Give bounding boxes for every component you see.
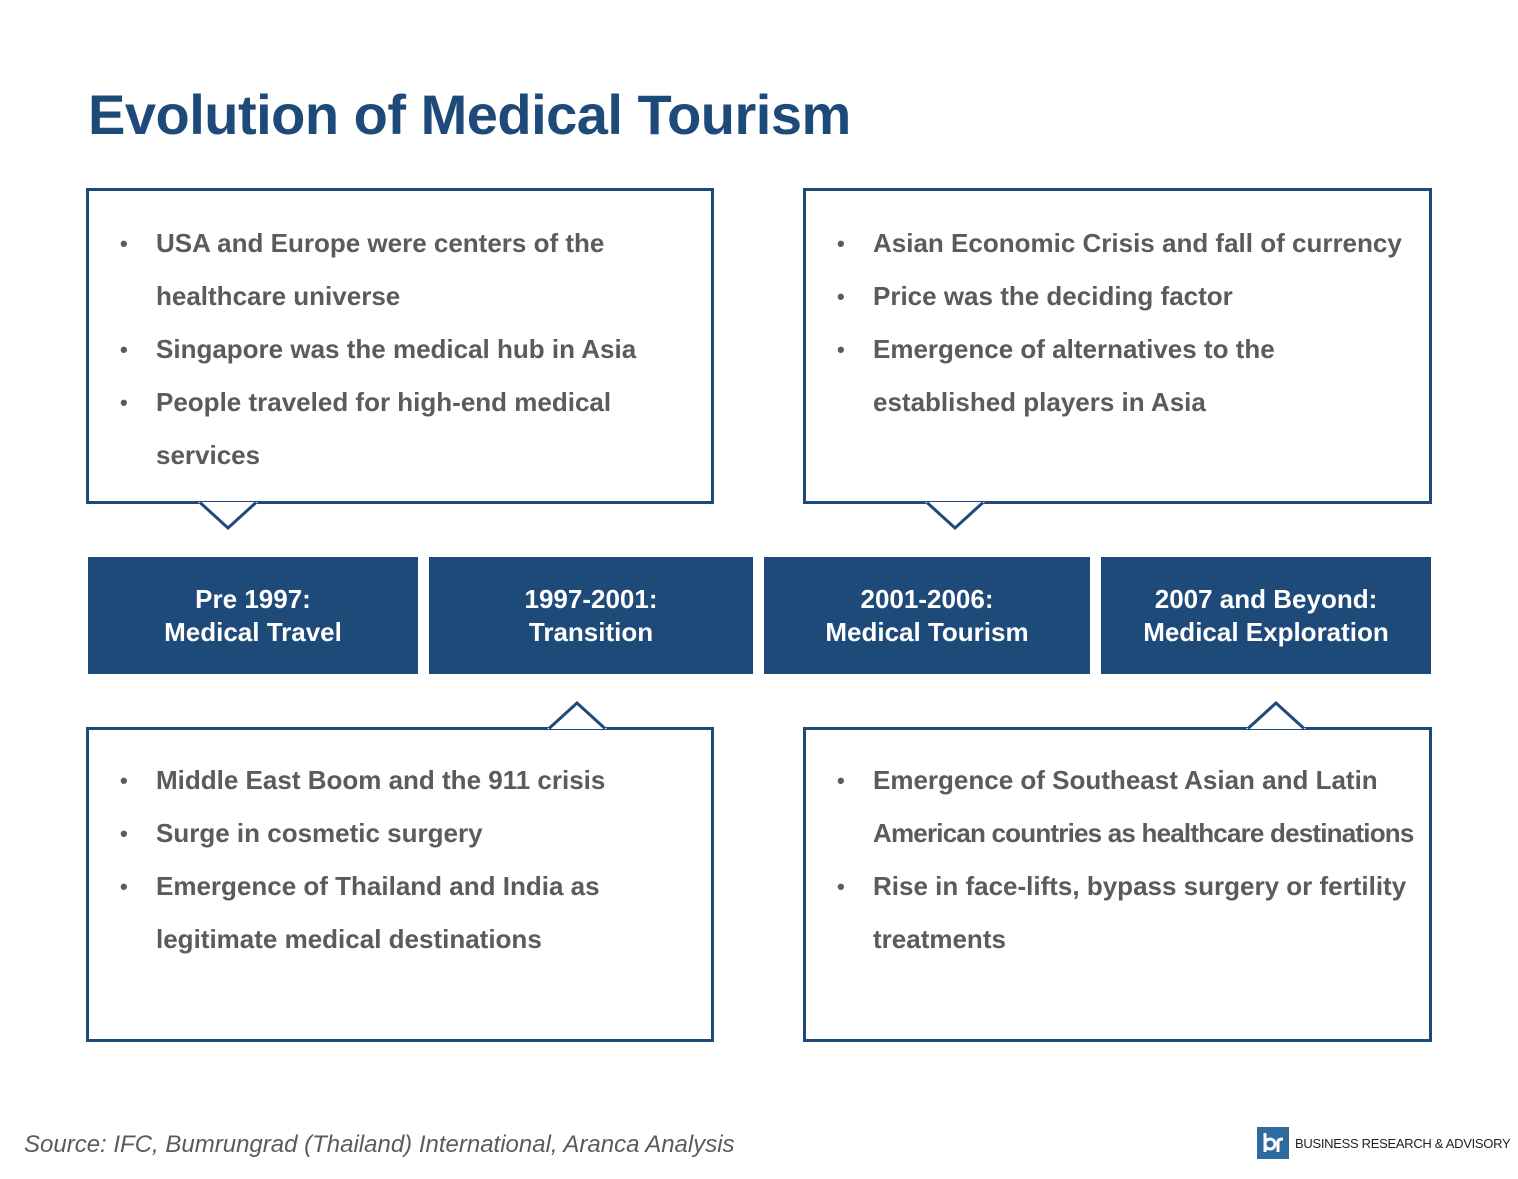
bullet-text-line: services [156, 440, 261, 470]
bullet-text-line: established players in Asia [873, 387, 1206, 417]
source-note: Source: IFC, Bumrungrad (Thailand) International, Aranca Analysis [24, 1131, 735, 1158]
bullet-text-line: Asian Economic Crisis and fall of currency [873, 228, 1402, 258]
bullet-icon: • [837, 337, 845, 362]
list-item [89, 754, 711, 807]
callout-medical-tourism [803, 188, 1432, 504]
bullet-text-line: treatments [873, 924, 1006, 954]
list-item [89, 217, 711, 323]
bullet-text-line: Emergence of alternatives to the [873, 334, 1275, 364]
phase-name: Medical Exploration [1143, 616, 1389, 647]
bullet-icon: • [120, 768, 128, 793]
bullet-text-line: People traveled for high-end medical [156, 387, 612, 417]
bullet-text-line: USA and Europe were centers of the [156, 228, 605, 258]
phase-box-pre-1997 [88, 557, 418, 674]
list-item [806, 754, 1429, 860]
phase-period: 1997-2001: [524, 583, 658, 614]
phase-period: Pre 1997: [195, 583, 311, 614]
list-item [806, 217, 1429, 270]
pointer-down-icon [925, 500, 985, 530]
bullet-list [806, 217, 1429, 429]
list-item [806, 323, 1429, 429]
phase-box-2001-2006 [764, 557, 1090, 674]
bullet-list [89, 217, 711, 482]
bullet-icon: • [120, 337, 128, 362]
bullet-icon: • [837, 874, 845, 899]
callout-transition [86, 727, 714, 1042]
bullet-icon: • [120, 821, 128, 846]
bullet-icon: • [837, 231, 845, 256]
bullet-text-line: Rise in face-lifts, bypass surgery or fertility [873, 871, 1407, 901]
bullet-list [89, 754, 711, 966]
bullet-text-line: Price was the deciding factor [873, 281, 1233, 311]
phase-name: Medical Travel [164, 616, 342, 647]
bullet-text-line: Emergence of Thailand and India as [156, 871, 600, 901]
pointer-up-icon [1246, 701, 1306, 731]
bullet-text-line: Singapore was the medical hub in Asia [156, 334, 637, 364]
phase-box-2007-beyond [1101, 557, 1431, 674]
list-item [89, 807, 711, 860]
phase-name: Transition [528, 616, 654, 647]
phase-period: 2001-2006: [860, 583, 994, 614]
bullet-icon: • [837, 768, 845, 793]
list-item [806, 270, 1429, 323]
bullet-text-line: healthcare universe [156, 281, 401, 311]
list-item [806, 860, 1429, 966]
bullet-text-line: American countries as healthcare destinations [873, 818, 1414, 848]
bullet-list [806, 754, 1429, 966]
callout-pre-1997 [86, 188, 714, 504]
bullet-icon: • [120, 390, 128, 415]
pointer-up-icon [547, 701, 607, 731]
bullet-text-line: legitimate medical destinations [156, 924, 542, 954]
bullet-text-line: Emergence of Southeast Asian and Latin [873, 765, 1378, 795]
page-title: Evolution of Medical Tourism [88, 83, 851, 146]
brand-logo [1257, 1127, 1510, 1159]
brand-name: BUSINESS RESEARCH & ADVISORY [1295, 1135, 1511, 1151]
list-item [89, 860, 711, 966]
bullet-icon: • [120, 874, 128, 899]
callout-medical-exploration [803, 727, 1432, 1042]
list-item [89, 323, 711, 376]
list-item [89, 376, 711, 482]
pointer-down-icon [198, 500, 258, 530]
bullet-icon: • [120, 231, 128, 256]
bullet-text-line: Middle East Boom and the 911 crisis [156, 765, 606, 795]
br-logo-icon [1257, 1127, 1289, 1159]
bullet-text-line: Surge in cosmetic surgery [156, 818, 483, 848]
phase-name: Medical Tourism [825, 616, 1029, 647]
phase-period: 2007 and Beyond: [1154, 583, 1378, 614]
bullet-icon: • [837, 284, 845, 309]
phase-box-1997-2001 [429, 557, 753, 674]
